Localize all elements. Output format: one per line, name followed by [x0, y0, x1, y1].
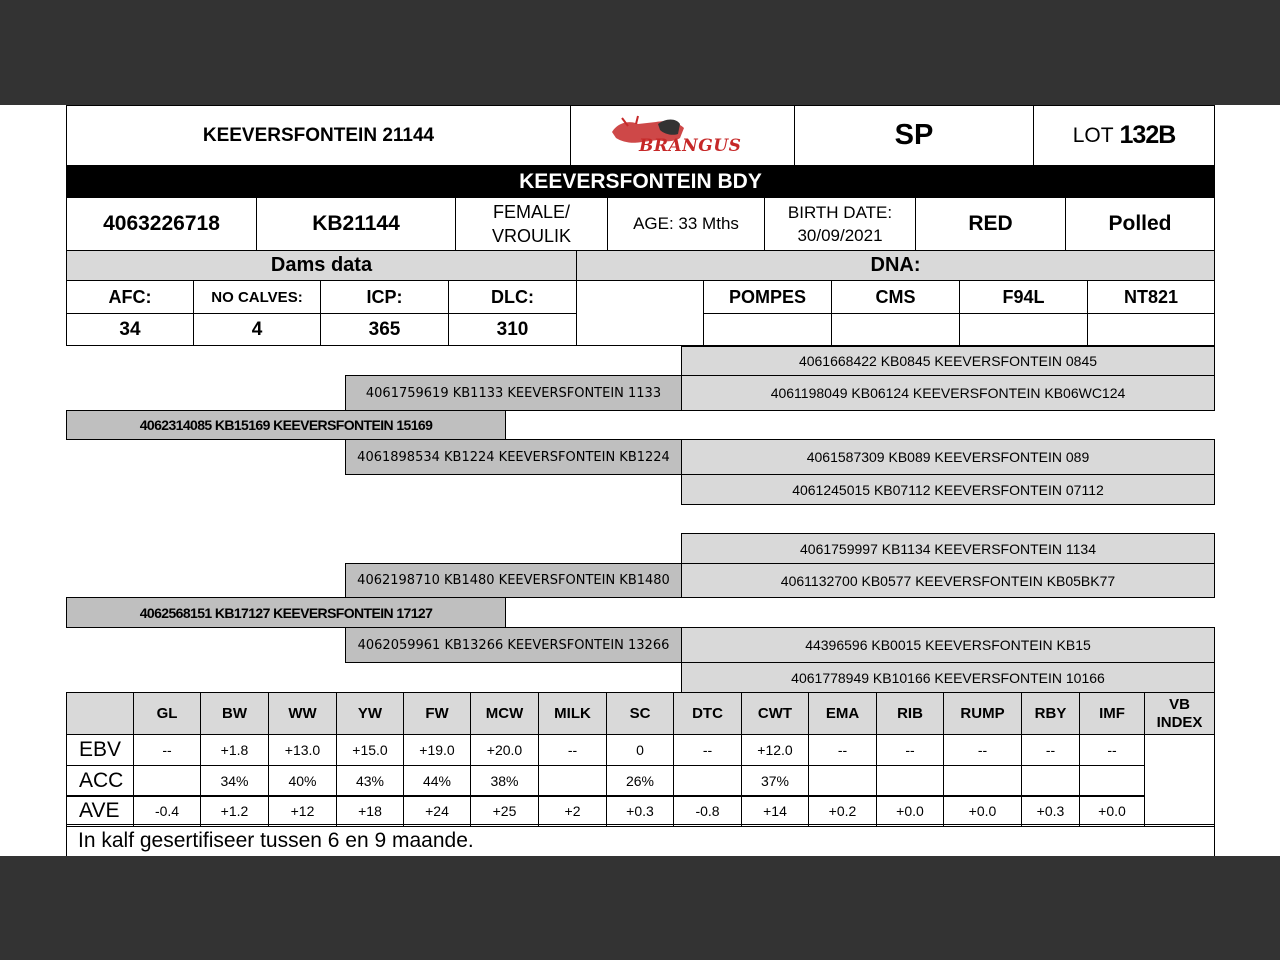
- dna-header-pompes-text: POMPES: [728, 286, 807, 307]
- ebv-header-cwt-text: CWT: [757, 705, 793, 722]
- ebv-row-label-ave-text: AVE: [79, 799, 120, 822]
- ebv-header-mcw: [470, 692, 539, 735]
- ebv-cell-ave-mcw: [470, 795, 539, 827]
- dams-data-title-text: Dams data: [270, 254, 373, 276]
- ebv-cell-ave-dtc: [673, 795, 742, 827]
- pedigree-dsd-text: 4061132700 KB0577 KEEVERSFONTEIN KB05BK77: [780, 572, 1116, 589]
- dams-value-icp-text: 365: [368, 318, 401, 340]
- ebv-vb-index-value: [1144, 734, 1215, 827]
- ebv-cell-acc-bw: [200, 765, 269, 797]
- ebv-cell-ebv-gl-text: --: [162, 742, 172, 758]
- dams-value-dlc-text: 310: [496, 318, 529, 340]
- ebv-header-ema: [808, 692, 877, 735]
- ebv-cell-acc-gl: [133, 765, 201, 797]
- ebv-header-milk-text: MILK: [554, 705, 591, 722]
- ebv-cell-ebv-imf-text: --: [1107, 742, 1117, 758]
- ebv-cell-ebv-rib-text: --: [905, 742, 915, 758]
- pedigree-sire-sire-text: 4061759619 KB1133 KEEVERSFONTEIN 1133: [365, 385, 662, 401]
- ebv-table: [0, 105, 1280, 856]
- ebv-row-label-ebv: [66, 734, 134, 766]
- ebv-header-ww: [268, 692, 337, 735]
- ebv-cell-ebv-sc-text: 0: [636, 742, 644, 758]
- ebv-cell-ebv-bw-text: +1.8: [220, 742, 249, 758]
- pedigree-sds-text: 4061587309 KB089 KEEVERSFONTEIN 089: [806, 449, 1090, 465]
- ebv-cell-acc-sc: [606, 765, 674, 797]
- ebv-cell-acc-yw-text: 43%: [355, 773, 385, 789]
- ebv-cell-ebv-ww: [268, 734, 337, 766]
- ebv-cell-ave-yw-text: +18: [358, 803, 382, 819]
- ebv-header-vb-index-text: VB INDEX: [1156, 695, 1203, 731]
- reg-number-text: 4063226718: [103, 212, 220, 235]
- colour-text: RED: [968, 212, 1013, 235]
- ebv-cell-ebv-rump: [943, 734, 1022, 766]
- dams-header-calves-text: NO CALVES:: [211, 288, 303, 306]
- ebv-cell-ave-gl-text: -0.4: [154, 803, 180, 819]
- ebv-cell-acc-fw-text: 44%: [422, 773, 452, 789]
- ebv-header-rump-text: RUMP: [960, 705, 1005, 722]
- ebv-cell-ave-imf-text: +0.0: [1098, 803, 1126, 819]
- ebv-cell-acc-rump: [943, 765, 1022, 797]
- ebv-cell-ave-gl: [133, 795, 201, 827]
- ebv-cell-ebv-gl: [133, 734, 201, 766]
- lot-sheet: [0, 105, 1280, 856]
- stud-title-text: KEEVERSFONTEIN BDY: [519, 170, 762, 193]
- ebv-cell-ave-sc-text: +0.3: [626, 803, 654, 819]
- ebv-cell-ave-milk-text: +2: [564, 803, 581, 819]
- ebv-cell-ave-dtc-text: -0.8: [695, 803, 720, 819]
- ebv-cell-acc-fw: [403, 765, 471, 797]
- ebv-cell-ebv-ema-text: --: [837, 742, 848, 758]
- ebv-cell-acc-ema: [808, 765, 877, 797]
- ebv-cell-ebv-rby-text: --: [1045, 742, 1056, 758]
- ebv-header-imf-text: IMF: [1099, 705, 1125, 722]
- ebv-cell-ave-rby-text: +0.3: [1036, 803, 1065, 819]
- age-text: AGE: 33 Mths: [633, 214, 739, 233]
- ebv-cell-ave-sc: [606, 795, 674, 827]
- ebv-header-yw: [336, 692, 404, 735]
- ebv-cell-acc-cwt: [741, 765, 809, 797]
- ebv-row-label-ebv-text: EBV: [79, 738, 122, 761]
- ebv-cell-ebv-ema: [808, 734, 877, 766]
- ebv-header-sc: [606, 692, 674, 735]
- ebv-cell-ave-fw: [403, 795, 471, 827]
- pedigree-sss-text: 4061668422 KB0845 KEEVERSFONTEIN 0845: [798, 353, 1098, 369]
- ebv-header-dtc-text: DTC: [692, 705, 723, 722]
- pedigree-sire-dam-text: 4061898534 KB1224 KEEVERSFONTEIN KB1224: [357, 449, 670, 465]
- ebv-cell-acc-imf: [1079, 765, 1145, 797]
- ebv-header-rib-text: RIB: [897, 705, 923, 722]
- ebv-row-label-acc: [66, 765, 134, 797]
- ebv-cell-acc-yw: [336, 765, 404, 797]
- ebv-cell-ebv-milk-text: --: [567, 742, 578, 758]
- ebv-header-dtc: [673, 692, 742, 735]
- ebv-cell-acc-bw-text: 34%: [220, 773, 249, 789]
- ebv-cell-ebv-yw-text: +15.0: [352, 742, 388, 758]
- ebv-cell-acc-cwt-text: 37%: [760, 773, 790, 789]
- ebv-header-fw: [403, 692, 471, 735]
- dams-header-afc-text: AFC:: [108, 286, 152, 307]
- pedigree-ddd-text: 4061778949 KB10166 KEEVERSFONTEIN 10166: [791, 669, 1105, 686]
- ebv-cell-ebv-fw: [403, 734, 471, 766]
- lot-value: 132B: [1119, 121, 1176, 149]
- ebv-cell-ebv-ww-text: +13.0: [284, 742, 321, 758]
- ebv-cell-acc-mcw-text: 38%: [490, 773, 519, 789]
- tag-number-text: KB21144: [312, 212, 400, 235]
- sex-line1: FEMALE/: [492, 202, 571, 222]
- ebv-cell-ave-rump: [943, 795, 1022, 827]
- ebv-cell-ebv-rump-text: --: [977, 742, 988, 758]
- ebv-header-mcw-text: MCW: [485, 705, 524, 722]
- ebv-cell-acc-dtc: [673, 765, 742, 797]
- logo-text: BRANGUS: [639, 136, 742, 156]
- ebv-cell-ebv-fw-text: +19.0: [419, 742, 455, 758]
- ebv-header-gl: [133, 692, 201, 735]
- ebv-cell-acc-rby: [1021, 765, 1080, 797]
- ebv-cell-ave-rby: [1021, 795, 1080, 827]
- ebv-cell-ebv-dtc: [673, 734, 742, 766]
- ebv-header-gl-text: GL: [156, 705, 178, 722]
- ebv-cell-ebv-yw: [336, 734, 404, 766]
- ebv-cell-ebv-cwt: [741, 734, 809, 766]
- ebv-cell-ave-ema: [808, 795, 877, 827]
- pedigree-dam-sire-text: 4062198710 KB1480 KEEVERSFONTEIN KB1480: [357, 573, 670, 588]
- ebv-header-imf: [1079, 692, 1145, 735]
- ebv-header-ema-text: EMA: [825, 705, 860, 722]
- dams-value-calves-text: 4: [251, 318, 263, 340]
- ebv-cell-ave-mcw-text: +25: [492, 803, 517, 819]
- ebv-header-bw: [200, 692, 269, 735]
- ebv-cell-acc-mcw: [470, 765, 539, 797]
- ebv-cell-ave-cwt: [741, 795, 809, 827]
- sex-line2: VROULIK: [491, 226, 572, 246]
- dna-header-f94l-text: F94L: [1002, 286, 1045, 307]
- ebv-cell-ave-rib-text: +0.0: [896, 803, 924, 819]
- ebv-cell-ave-milk: [538, 795, 607, 827]
- ebv-cell-acc-ww-text: 40%: [288, 773, 317, 789]
- pedigree-dss-text: 4061759997 KB1134 KEEVERSFONTEIN 1134: [800, 540, 1096, 557]
- pedigree-sdd-text: 4061245015 KB07112 KEEVERSFONTEIN 07112: [792, 481, 1104, 498]
- ebv-header-rby: [1021, 692, 1080, 735]
- pedigree-dam-text: 4062568151 KB17127 KEEVERSFONTEIN 17127: [139, 604, 433, 621]
- ebv-header-ww-text: WW: [288, 705, 317, 722]
- ebv-cell-ebv-cwt-text: +12.0: [757, 742, 793, 758]
- ebv-header-vb-index: [1144, 692, 1215, 735]
- ebv-cell-acc-rib: [876, 765, 944, 797]
- dna-header-cms-text: CMS: [875, 286, 916, 307]
- ebv-header-rib: [876, 692, 944, 735]
- ebv-cell-ave-bw: [200, 795, 269, 827]
- pedigree-dds-text: 44396596 KB0015 KEEVERSFONTEIN KB15: [805, 637, 1091, 653]
- dna-title-text: DNA:: [870, 254, 921, 276]
- ebv-header-bw-text: BW: [222, 705, 247, 722]
- footer-note: [66, 824, 1215, 856]
- ebv-cell-ave-cwt-text: +14: [763, 803, 787, 819]
- lot-label: LOT: [1072, 123, 1114, 147]
- ebv-cell-acc-sc-text: 26%: [625, 773, 655, 789]
- ebv-row-label-ave: [66, 795, 134, 827]
- ebv-header-corner: [66, 692, 134, 735]
- ebv-header-sc-text: SC: [629, 705, 651, 722]
- ebv-cell-ave-ww: [268, 795, 337, 827]
- ebv-cell-acc-ww: [268, 765, 337, 797]
- ebv-header-rby-text: RBY: [1034, 705, 1067, 722]
- breed-code-text: SP: [894, 119, 934, 151]
- ebv-cell-ebv-mcw: [470, 734, 539, 766]
- ebv-cell-ebv-dtc-text: --: [702, 742, 713, 758]
- dams-header-icp-text: ICP:: [366, 286, 403, 307]
- birth-date-label: BIRTH DATE:: [787, 203, 893, 222]
- footer-note-text: In kalf gesertifiseer tussen 6 en 9 maande.: [78, 828, 474, 852]
- animal-name-text: KEEVERSFONTEIN 21144: [202, 124, 435, 146]
- ebv-header-rump: [943, 692, 1022, 735]
- dams-header-dlc-text: DLC:: [491, 286, 534, 307]
- ebv-header-yw-text: YW: [357, 705, 383, 722]
- pedigree-dam-dam-text: 4062059961 KB13266 KEEVERSFONTEIN 13266: [357, 637, 670, 653]
- ebv-cell-ebv-sc: [606, 734, 674, 766]
- dams-value-afc-text: 34: [119, 318, 141, 340]
- ebv-cell-ave-rib: [876, 795, 944, 827]
- ebv-cell-ebv-milk: [538, 734, 607, 766]
- ebv-cell-ebv-mcw-text: +20.0: [486, 742, 523, 758]
- pedigree-sire-text: 4062314085 KB15169 KEEVERSFONTEIN 15169: [139, 417, 433, 433]
- ebv-cell-ave-bw-text: +1.2: [220, 803, 249, 819]
- ebv-cell-ebv-rib: [876, 734, 944, 766]
- pedigree-ssd-text: 4061198049 KB06124 KEEVERSFONTEIN KB06WC124: [770, 385, 1126, 401]
- dna-header-nt821-text: NT821: [1123, 286, 1179, 307]
- ebv-header-cwt: [741, 692, 809, 735]
- ebv-cell-ebv-rby: [1021, 734, 1080, 766]
- ebv-cell-ave-ema-text: +0.2: [828, 803, 857, 819]
- ebv-header-milk: [538, 692, 607, 735]
- ebv-cell-ave-imf: [1079, 795, 1145, 827]
- ebv-cell-ave-fw-text: +24: [425, 803, 449, 819]
- ebv-cell-ave-rump-text: +0.0: [968, 803, 997, 819]
- ebv-cell-acc-milk: [538, 765, 607, 797]
- ebv-cell-ebv-bw: [200, 734, 269, 766]
- ebv-header-fw-text: FW: [425, 705, 449, 722]
- ebv-row-label-acc-text: ACC: [79, 769, 124, 792]
- ebv-cell-ave-yw: [336, 795, 404, 827]
- birth-date-value: 30/09/2021: [797, 226, 883, 245]
- horn-status-text: Polled: [1108, 212, 1172, 235]
- ebv-cell-ave-ww-text: +12: [290, 803, 315, 819]
- ebv-cell-ebv-imf: [1079, 734, 1145, 766]
